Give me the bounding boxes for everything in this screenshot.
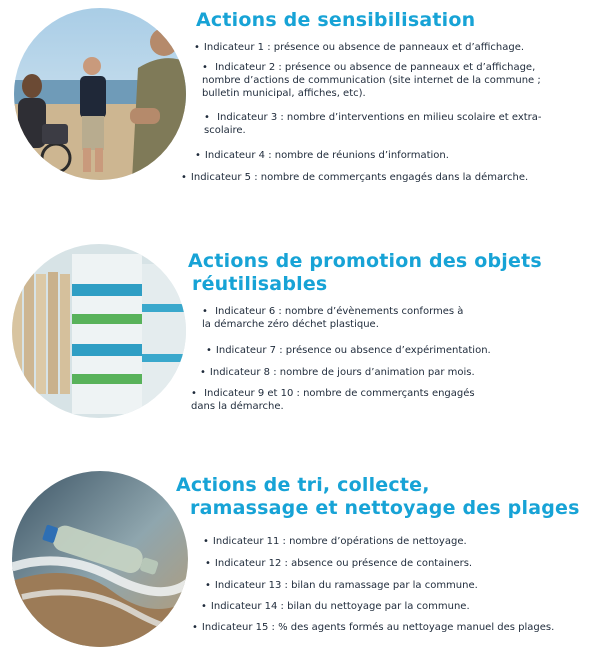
- beach-people-photo: [14, 8, 186, 180]
- indicator-item: • Indicateur 3 : nombre d’interventions en milieu scolaire et extra- scolaire.: [204, 111, 542, 137]
- indicator-item: • Indicateur 6 : nombre d’évènements conformes à la démarche zéro déchet plastique.: [202, 305, 463, 331]
- indicator-item: • Indicateur 7 : présence ou absence d’expérimentation.: [206, 344, 491, 357]
- beach-people-illustration: [14, 8, 186, 180]
- indicator-item: • Indicateur 15 : % des agents formés au nettoyage manuel des plages.: [192, 621, 554, 634]
- section-sensibilisation: [0, 0, 600, 200]
- indicator-item: • Indicateur 14 : bilan du nettoyage par la commune.: [201, 600, 470, 613]
- section-title-line: Actions de promotion des objets: [188, 250, 542, 272]
- section-title-line: ramassage et nettoyage des plages: [190, 497, 580, 519]
- indicator-item: • Indicateur 8 : nombre de jours d’animation par mois.: [200, 366, 475, 379]
- reusable-tableware-illustration: [12, 244, 186, 418]
- indicator-item: • Indicateur 13 : bilan du ramassage par la commune.: [205, 579, 478, 592]
- section-tri-collecte: [0, 455, 600, 667]
- section-title-line: Actions de sensibilisation: [196, 9, 476, 31]
- indicator-item: • Indicateur 1 : présence ou absence de panneaux et d’affichage.: [194, 41, 524, 54]
- plastic-bottle-beach-photo: [12, 471, 188, 647]
- indicator-item: • Indicateur 9 et 10 : nombre de commerçants engagés dans la démarche.: [191, 387, 475, 413]
- plastic-bottle-illustration: [12, 471, 188, 647]
- section-title: [188, 250, 542, 296]
- indicator-item: • Indicateur 5 : nombre de commerçants engagés dans la démarche.: [181, 171, 528, 184]
- section-promotion: [0, 230, 600, 430]
- indicator-item: • Indicateur 12 : absence ou présence de containers.: [205, 557, 472, 570]
- indicator-item: • Indicateur 2 : présence ou absence de panneaux et d’affichage, nombre d’actions de communication (site internet de la commune ; bulletin municipal, affiches, etc).: [202, 61, 541, 100]
- reusable-tableware-photo: [12, 244, 186, 418]
- section-title: [196, 9, 475, 32]
- indicator-item: • Indicateur 4 : nombre de réunions d’information.: [195, 149, 449, 162]
- section-title: [176, 474, 580, 520]
- section-title-line: Actions de tri, collecte,: [176, 474, 430, 496]
- section-title-line: réutilisables: [192, 273, 328, 295]
- indicator-item: • Indicateur 11 : nombre d’opérations de nettoyage.: [203, 535, 467, 548]
